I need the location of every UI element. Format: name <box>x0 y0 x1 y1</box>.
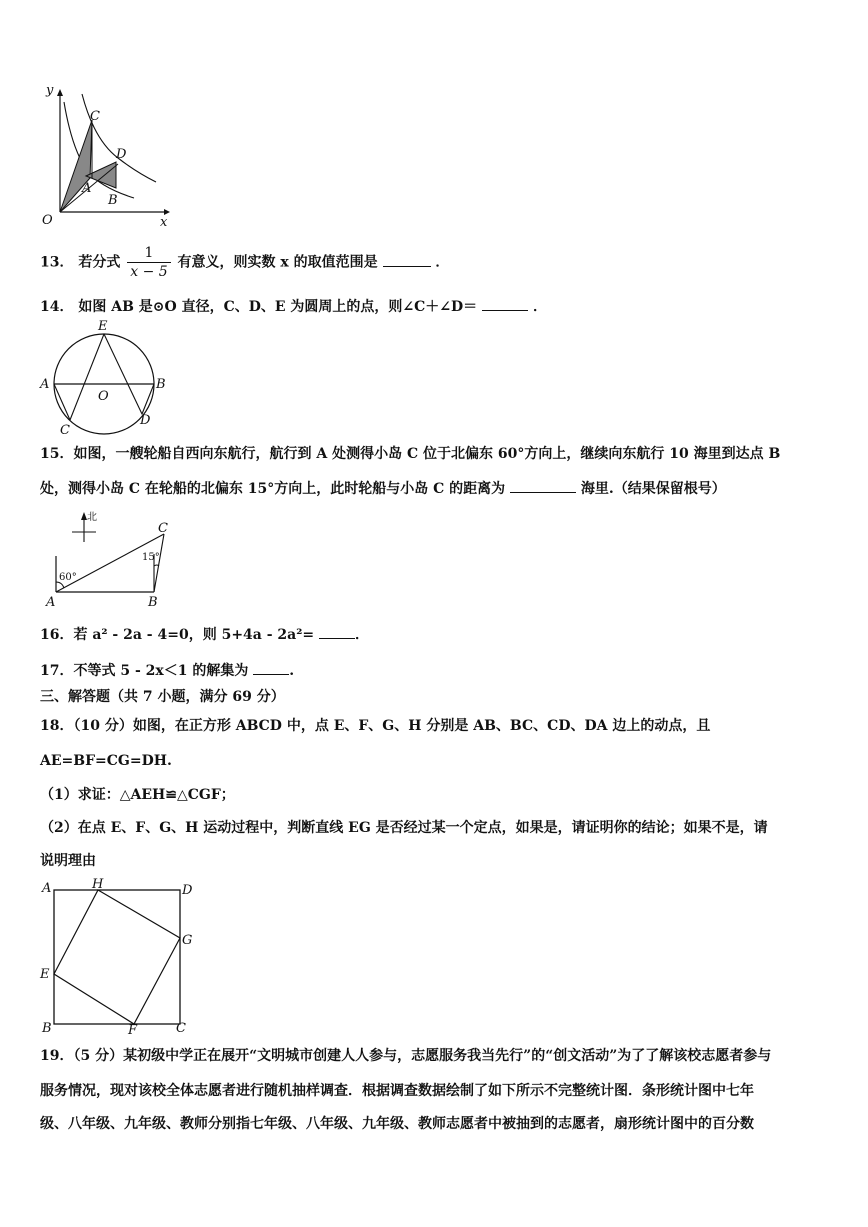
q19-line-1: （5 分）某初级中学正在展开“文明城市创建人人参与，志愿服务我当先行”的“创文活动”为了了解该校志愿者参与 <box>73 1048 772 1064</box>
q13-end: ． <box>435 254 450 271</box>
square-label-g: G <box>182 933 193 948</box>
ship-bearing-figure <box>36 506 186 612</box>
ship-label-c: C <box>158 521 168 536</box>
square-label-a: A <box>42 881 52 896</box>
q14-number: 14． <box>40 299 74 315</box>
circle-label-b: B <box>156 377 166 392</box>
ship-label-b: B <box>148 595 158 610</box>
question-18-line-2: AE=BF=CG=DH. <box>40 753 172 769</box>
hyperbola-graph-figure <box>36 80 176 230</box>
square-label-h: H <box>92 878 104 892</box>
graph-label-y: y <box>46 83 54 98</box>
q13-answer-blank[interactable] <box>383 252 431 267</box>
square-label-d: D <box>182 883 193 898</box>
question-18-part-1: （1）求证：△AEH≌△CGF； <box>40 787 235 803</box>
question-19-line-1 <box>40 1046 771 1066</box>
q13-number: 13． <box>40 254 74 271</box>
section-3-title: 三、解答题（共 7 小题，满分 69 分） <box>40 689 285 705</box>
question-15-line-1 <box>40 444 780 464</box>
q19-number: 19． <box>40 1048 74 1064</box>
question-19-line-3: 级、八年级、九年级、教师分别指七年级、八年级、九年级、教师志愿者中被抽到的志愿者，扇形统计图中的百分数 <box>40 1116 754 1132</box>
q17-text: 不等式 5 - 2x＜1 的解集为 <box>73 663 249 679</box>
graph-label-b: B <box>108 193 118 208</box>
q13-frac-denominator: x − 5 <box>127 262 170 280</box>
question-14 <box>40 296 547 317</box>
q13-frac-numerator: 1 <box>144 245 154 261</box>
angle-15-label: 15° <box>142 552 160 563</box>
q16-number: 16． <box>40 627 74 643</box>
q16-end: ． <box>354 627 369 643</box>
q14-end: ． <box>532 299 547 315</box>
q13-text-before: 若分式 <box>78 254 121 271</box>
question-17 <box>40 660 294 681</box>
square-label-b: B <box>42 1021 52 1036</box>
question-18-part-2-line-2: 说明理由 <box>40 853 96 869</box>
square-label-e: E <box>40 967 50 982</box>
q17-number: 17． <box>40 663 74 679</box>
question-19-line-2: 服务情况，现对该校全体志愿者进行随机抽样调查．根据调查数据绘制了如下所示不完整统计图．条形统计图中七年 <box>40 1083 754 1099</box>
graph-label-c: C <box>90 109 100 124</box>
graph-label-a: A <box>82 181 92 196</box>
angle-60-label: 60° <box>59 572 77 583</box>
q16-answer-blank[interactable] <box>319 624 355 639</box>
graph-label-x: x <box>160 215 168 230</box>
q15-line-2-after: 海里.（结果保留根号） <box>580 481 726 497</box>
question-18-part-2-line-1: （2）在点 E、F、G、H 运动过程中，判断直线 EG 是否经过某一个定点，如果是，请证明你的结论；如果不是，请 <box>40 820 768 836</box>
circle-label-e: E <box>98 319 108 334</box>
graph-label-origin: O <box>42 213 53 228</box>
q15-line-2-before: 处，测得小岛 C 在轮船的北偏东 15°方向上，此时轮船与小岛 C 的距离为 <box>40 481 506 497</box>
q14-text: 如图 AB 是⊙O 直径，C、D、E 为圆周上的点，则∠C＋∠D＝ <box>78 299 478 315</box>
circle-label-o: O <box>98 389 109 404</box>
question-13 <box>40 245 449 280</box>
q18-number: 18． <box>40 718 74 734</box>
q17-end: . <box>289 663 295 679</box>
graph-label-d: D <box>116 147 127 162</box>
question-15-line-2 <box>40 478 726 499</box>
q15-number: 15． <box>40 446 74 462</box>
q14-answer-blank[interactable] <box>482 296 528 311</box>
q16-text: 若 a² - 2a - 4=0，则 5+4a - 2a²= <box>73 627 315 643</box>
circle-label-a: A <box>40 377 50 392</box>
q13-text-after: 有意义，则实数 x 的取值范围是 <box>177 254 378 271</box>
ship-label-a: A <box>46 595 56 610</box>
north-label: 北 <box>87 512 97 523</box>
square-figure <box>36 878 206 1038</box>
q15-line-1: 如图，一艘轮船自西向东航行，航行到 A 处测得小岛 C 位于北偏东 60°方向上，继续向东航行 10 海里到达点 B <box>73 446 781 462</box>
circle-label-c: C <box>60 423 70 438</box>
q13-fraction <box>127 245 170 280</box>
q15-answer-blank[interactable] <box>510 478 576 493</box>
question-16 <box>40 624 369 645</box>
question-18-line-1 <box>40 716 710 736</box>
q18-line-1: （10 分）如图，在正方形 ABCD 中，点 E、F、G、H 分别是 AB、BC、CD、DA 边上的动点，且 <box>73 718 711 734</box>
circle-label-d: D <box>140 413 151 428</box>
square-label-c: C <box>176 1021 186 1036</box>
square-label-f: F <box>128 1023 138 1038</box>
circle-figure <box>36 318 176 440</box>
q17-answer-blank[interactable] <box>253 660 289 675</box>
